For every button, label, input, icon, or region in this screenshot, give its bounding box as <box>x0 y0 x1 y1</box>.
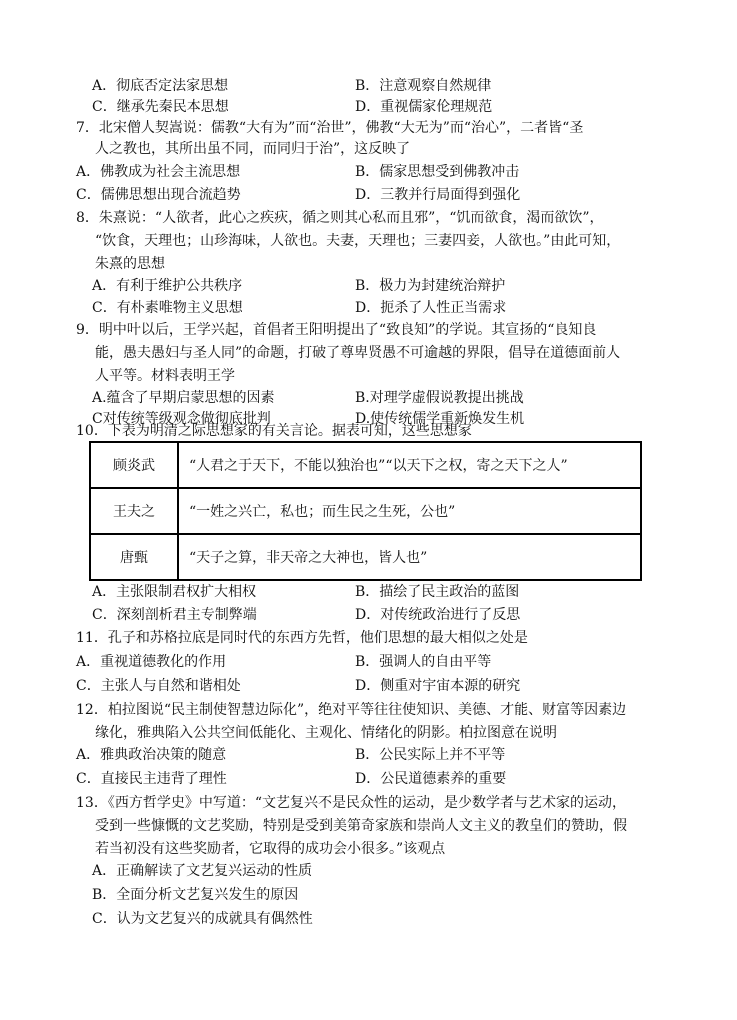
q8-stem-line-1: 8．朱熹说：“人欲者，此心之疾疢，循之则其心私而且邪”，“饥而欲食，渴而欲饮”， <box>76 210 604 226</box>
q9-option-b: B.对理学虚假说教提出挑战 <box>355 390 524 406</box>
q7-option-a: A．佛教成为社会主流思想 <box>76 164 241 180</box>
q6-option-d: D．重视儒家伦理规范 <box>355 99 493 115</box>
q7-option-d: D．三教并行局面得到强化 <box>355 187 521 203</box>
table-row <box>90 442 641 488</box>
q12-stem-line-1: 12．柏拉图说“民主制使智慧边际化”，绝对平等往往使知识、美德、才能、财富等因素边 <box>76 702 627 718</box>
q12-option-a: A．雅典政治决策的随意 <box>76 747 227 763</box>
q7-option-b: B．儒家思想受到佛教冲击 <box>355 164 520 180</box>
q10-stem: 10．下表为明清之际思想家的有关言论。据表可知，这些思想家 <box>76 423 472 439</box>
q9-option-a: A.蕴含了早期启蒙思想的因素 <box>92 390 275 406</box>
q13-option-a: A．正确解读了文艺复兴运动的性质 <box>92 863 313 879</box>
thinkers-table <box>89 441 642 581</box>
q10-option-d: D．对传统政治进行了反思 <box>355 607 521 623</box>
q7-stem-line-2: 人之教也，其所出虽不同，而同归于治”，这反映了 <box>95 141 411 157</box>
q8-option-d: D．扼杀了人性正当需求 <box>355 300 507 316</box>
q7-stem-line-1: 7．北宋僧人契嵩说：儒教“大有为”而“治世”，佛教“大无为”而“治心”，二者皆“圣 <box>76 120 584 136</box>
q10-option-a: A．主张限制君权扩大相权 <box>92 584 257 600</box>
q12-stem-line-2: 缘化，雅典陷入公共空间低能化、主观化、情绪化的阴影。柏拉图意在说明 <box>95 725 557 741</box>
q13-option-c: C．认为文艺复兴的成就具有偶然性 <box>92 911 313 927</box>
table-row <box>90 534 641 580</box>
q6-option-b: B．注意观察自然规律 <box>355 78 492 94</box>
q10-option-c: C．深刻剖析君主专制弊端 <box>92 607 257 623</box>
q10-option-b: B．描绘了民主政治的蓝图 <box>355 584 520 600</box>
q8-option-a: A．有利于维护公共秩序 <box>92 278 243 294</box>
thinker-quote: “天子之算，非天帝之大神也，皆人也” <box>178 534 641 580</box>
thinker-name: 顾炎武 <box>90 442 178 488</box>
thinker-quote: “人君之于天下，不能以独治也”“以天下之权，寄之天下之人” <box>178 442 641 488</box>
q9-option-d: D.使传统儒学重新焕发生机 <box>355 411 525 427</box>
q8-option-b: B．极力为封建统治辩护 <box>355 278 506 294</box>
q9-stem-line-3: 人平等。材料表明王学 <box>95 368 235 384</box>
q11-option-b: B．强调人的自由平等 <box>355 654 492 670</box>
q13-stem-line-2: 受到一些慷慨的文艺奖励，特别是受到美第奇家族和崇尚人文主义的教皇们的赞助，假 <box>95 818 627 834</box>
q13-stem-line-1: 13．《西方哲学史》中写道：“文艺复兴不是民众性的运动，是少数学者与艺术家的运动， <box>76 795 626 811</box>
q12-option-b: B．公民实际上并不平等 <box>355 747 506 763</box>
thinker-name: 王夫之 <box>90 488 178 534</box>
q9-stem-line-1: 9．明中叶以后，王学兴起，首倡者王阳明提出了“致良知”的学说。其宣扬的“良知良 <box>76 322 597 338</box>
q8-stem-line-3: 朱熹的思想 <box>95 256 165 272</box>
table-row <box>90 488 641 534</box>
thinker-name: 唐甄 <box>90 534 178 580</box>
q6-option-c: C．继承先秦民本思想 <box>92 99 229 115</box>
q12-option-d: D．公民道德素养的重要 <box>355 771 507 787</box>
q13-stem-line-3: 若当初没有这些奖励者，它取得的成功会小很多。”该观点 <box>95 841 446 857</box>
thinker-quote: “一姓之兴亡，私也；而生民之生死，公也” <box>178 488 641 534</box>
q9-option-c: C对传统等级观念做彻底批判 <box>92 411 271 427</box>
q8-option-c: C．有朴素唯物主义思想 <box>92 300 243 316</box>
q11-option-d: D．侧重对宇宙本源的研究 <box>355 678 521 694</box>
q13-option-b: B．全面分析文艺复兴发生的原因 <box>92 887 299 903</box>
q12-option-c: C．直接民主违背了理性 <box>76 771 227 787</box>
q9-stem-line-2: 能，愚夫愚妇与圣人同”的命题，打破了尊卑贤愚不可逾越的界限，倡导在道德面前人 <box>95 345 621 361</box>
q6-option-a: A．彻底否定法家思想 <box>92 78 229 94</box>
q7-option-c: C．儒佛思想出现合流趋势 <box>76 187 241 203</box>
q11-stem: 11．孔子和苏格拉底是同时代的东西方先哲，他们思想的最大相似之处是 <box>76 630 528 646</box>
q11-option-a: A．重视道德教化的作用 <box>76 654 227 670</box>
q8-stem-line-2: “饮食，天理也；山珍海味，人欲也。夫妻，天理也；三妻四妾，人欲也。”由此可知， <box>95 233 621 249</box>
q11-option-c: C．主张人与自然和谐相处 <box>76 678 241 694</box>
